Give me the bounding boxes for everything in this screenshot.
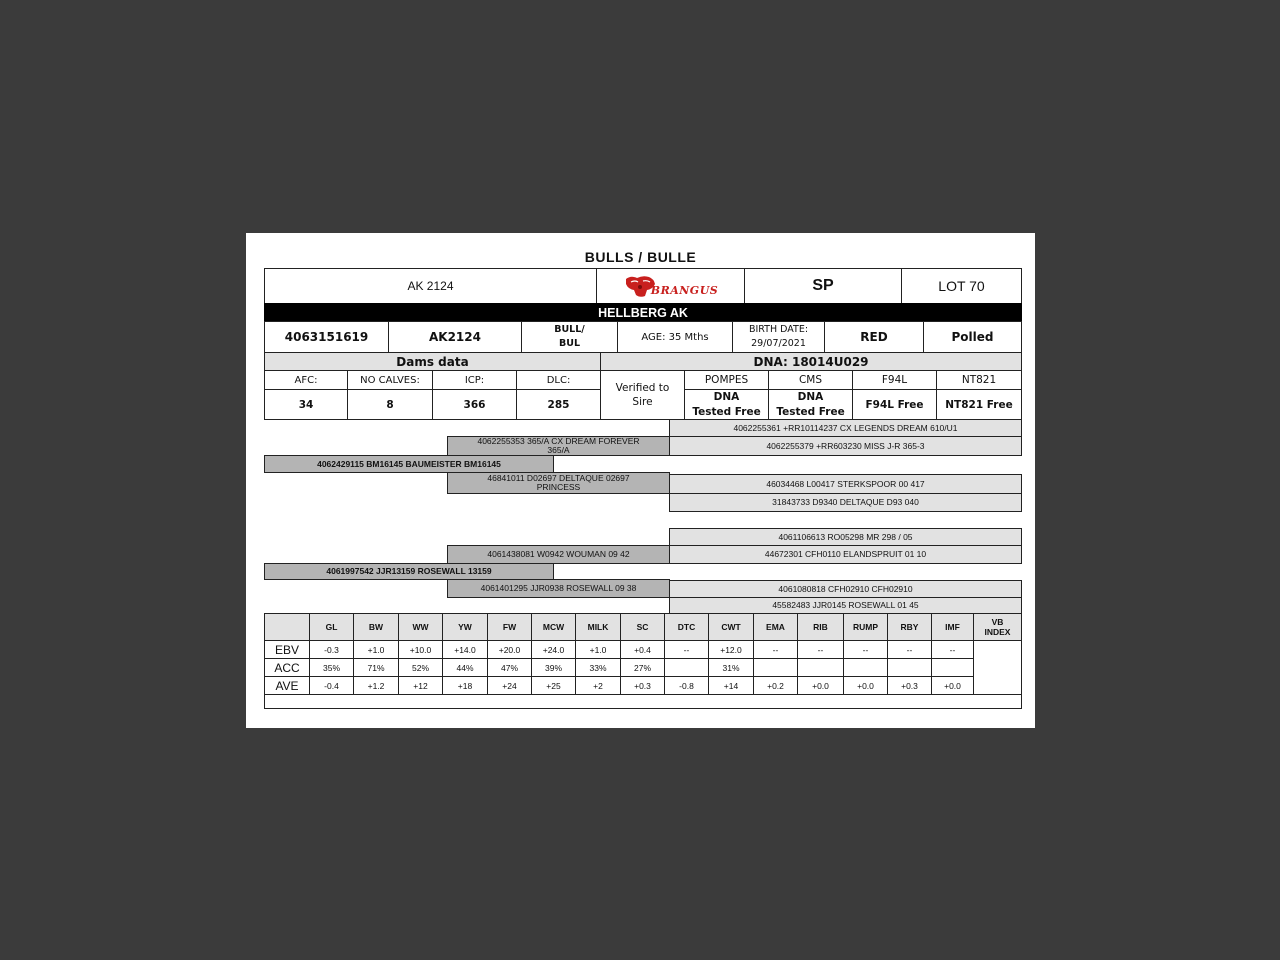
- dams-value-dlc: 285: [516, 389, 601, 420]
- pedigree-dam-sire-dam: 44672301 CFH0110 ELANDSPRUIT 01 10: [669, 545, 1022, 564]
- ebv-cell: 44%: [442, 658, 488, 677]
- ebv-cell: +24.0: [531, 640, 576, 659]
- colour-label: RED: [824, 321, 924, 353]
- pedigree-sire-dam-sire: 46034468 L00417 STERKSPOOR 00 417: [669, 474, 1022, 494]
- ebv-row-label-ave: AVE: [264, 676, 310, 695]
- dams-header-dlc: DLC:: [516, 370, 601, 390]
- ebv-cell: +10.0: [398, 640, 443, 659]
- dams-header-no-calves: NO CALVES:: [347, 370, 433, 390]
- dna-header-f94l: F94L: [852, 370, 937, 390]
- ebv-cell: 27%: [620, 658, 665, 677]
- ebv-cell: --: [797, 640, 844, 659]
- dams-header-icp: ICP:: [432, 370, 517, 390]
- pedigree-dam: 4061997542 JJR13159 ROSEWALL 13159: [264, 563, 554, 580]
- ebv-header-milk: MILK: [575, 613, 621, 641]
- ebv-header-sc: SC: [620, 613, 665, 641]
- dna-value-nt821: NT821 Free: [936, 389, 1022, 420]
- dams-data-heading: Dams data: [264, 352, 601, 371]
- ebv-header-mcw: MCW: [531, 613, 576, 641]
- ebv-header-rump: RUMP: [843, 613, 888, 641]
- ebv-cell: +0.4: [620, 640, 665, 659]
- brangus-logo: [596, 268, 745, 304]
- ebv-header-imf: IMF: [931, 613, 974, 641]
- ebv-cell: --: [843, 640, 888, 659]
- ebv-cell: --: [887, 640, 932, 659]
- ebv-cell: 35%: [309, 658, 354, 677]
- dna-header-nt821: NT821: [936, 370, 1022, 390]
- ebv-cell: +14: [708, 676, 754, 695]
- brand-logo-text: BRANGUS: [650, 283, 719, 297]
- pedigree-sire-dam: 46841011 D02697 DELTAQUE 02697 PRINCESS: [447, 472, 670, 494]
- ebv-cell: [753, 658, 798, 677]
- ebv-cell: [843, 658, 888, 677]
- ebv-header-fw: FW: [487, 613, 532, 641]
- ebv-header-rib: RIB: [797, 613, 844, 641]
- animal-code-info: AK2124: [388, 321, 522, 353]
- ebv-header-bw: BW: [353, 613, 399, 641]
- ebv-cell: +20.0: [487, 640, 532, 659]
- class-label: SP: [744, 268, 902, 304]
- age-label: AGE: 35 Mths: [617, 321, 733, 353]
- dna-heading: DNA: 18014U029: [600, 352, 1022, 371]
- dna-value-cms: DNA Tested Free: [768, 389, 853, 420]
- pedigree-dam-dam: 4061401295 JJR0938 ROSEWALL 09 38: [447, 579, 670, 598]
- ebv-cell: +14.0: [442, 640, 488, 659]
- ebv-cell: +24: [487, 676, 532, 695]
- ebv-cell: +1.2: [353, 676, 399, 695]
- ebv-cell: +1.0: [353, 640, 399, 659]
- dna-header-pompes: POMPES: [684, 370, 769, 390]
- animal-name-bar: HELLBERG AK: [264, 303, 1022, 322]
- animal-code: AK 2124: [264, 268, 597, 304]
- dams-value-no-calves: 8: [347, 389, 433, 420]
- sex-label: BULL/ BUL: [521, 321, 618, 353]
- ebv-cell: +12: [398, 676, 443, 695]
- dna-value-pompes: DNA Tested Free: [684, 389, 769, 420]
- ebv-cell: -0.4: [309, 676, 354, 695]
- pedigree-sire: 4062429115 BM16145 BAUMEISTER BM16145: [264, 455, 554, 473]
- ebv-header-corner: [264, 613, 310, 641]
- ebv-cell: +2: [575, 676, 621, 695]
- pedigree-sire-sire: 4062255353 365/A CX DREAM FOREVER 365/A: [447, 436, 670, 456]
- pedigree-dam-sire-sire: 4061106613 RO05298 MR 298 / 05: [669, 528, 1022, 546]
- ebv-cell: +25: [531, 676, 576, 695]
- ebv-cell: 71%: [353, 658, 399, 677]
- ebv-cell: --: [753, 640, 798, 659]
- ebv-cell: 52%: [398, 658, 443, 677]
- pedigree-sire-sire-dam: 4062255379 +RR603230 MISS J-R 365-3: [669, 436, 1022, 456]
- registration-number: 4063151619: [264, 321, 389, 353]
- lot-number: LOT 70: [901, 268, 1022, 304]
- pedigree-dam-sire: 4061438081 W0942 WOUMAN 09 42: [447, 545, 670, 564]
- ebv-cell: --: [931, 640, 974, 659]
- ebv-cell: [797, 658, 844, 677]
- ebv-cell: +0.2: [753, 676, 798, 695]
- dna-value-f94l: F94L Free: [852, 389, 937, 420]
- ebv-cell: --: [664, 640, 709, 659]
- ebv-cell: +0.0: [843, 676, 888, 695]
- dams-value-icp: 366: [432, 389, 517, 420]
- ebv-cell: 33%: [575, 658, 621, 677]
- bull-lot-card: [246, 233, 1035, 728]
- ebv-table: [264, 613, 1022, 709]
- ebv-header-dtc: DTC: [664, 613, 709, 641]
- ebv-header-yw: YW: [442, 613, 488, 641]
- card-title: BULLS / BULLE: [584, 249, 697, 265]
- ebv-header-ema: EMA: [753, 613, 798, 641]
- ebv-cell: [887, 658, 932, 677]
- ebv-header-ww: WW: [398, 613, 443, 641]
- dams-header-afc: AFC:: [264, 370, 348, 390]
- ebv-cell: +0.0: [797, 676, 844, 695]
- ebv-header-vb-index: VB INDEX: [973, 613, 1022, 641]
- dna-verified-to-sire: Verified to Sire: [600, 370, 685, 420]
- ebv-cell: +0.3: [620, 676, 665, 695]
- ebv-row-label-ebv: EBV: [264, 640, 310, 659]
- ebv-cell: -0.3: [309, 640, 354, 659]
- ebv-cell: +1.0: [575, 640, 621, 659]
- ebv-cell: +12.0: [708, 640, 754, 659]
- ebv-cell: [931, 658, 974, 677]
- ebv-cell: 47%: [487, 658, 532, 677]
- ebv-header-rby: RBY: [887, 613, 932, 641]
- pedigree-dam-dam-dam: 45582483 JJR0145 ROSEWALL 01 45: [669, 597, 1022, 614]
- ebv-header-gl: GL: [309, 613, 354, 641]
- ebv-cell: +18: [442, 676, 488, 695]
- ebv-cell: -0.8: [664, 676, 709, 695]
- pedigree-sire-sire-sire: 4062255361 +RR10114237 CX LEGENDS DREAM 610/U1: [669, 419, 1022, 437]
- pedigree-sire-dam-dam: 31843733 D9340 DELTAQUE D93 040: [669, 493, 1022, 512]
- ebv-header-cwt: CWT: [708, 613, 754, 641]
- birth-date: BIRTH DATE: 29/07/2021: [732, 321, 825, 353]
- dams-value-afc: 34: [264, 389, 348, 420]
- dna-header-cms: CMS: [768, 370, 853, 390]
- ebv-cell: [664, 658, 709, 677]
- ebv-cell: 39%: [531, 658, 576, 677]
- ebv-row-label-acc: ACC: [264, 658, 310, 677]
- ebv-vb-index-cell: [973, 640, 1022, 695]
- horn-status: Polled: [923, 321, 1022, 353]
- ebv-cell: +0.0: [931, 676, 974, 695]
- pedigree-dam-dam-sire: 4061080818 CFH02910 CFH02910: [669, 580, 1022, 598]
- ebv-cell: +0.3: [887, 676, 932, 695]
- ebv-cell: 31%: [708, 658, 754, 677]
